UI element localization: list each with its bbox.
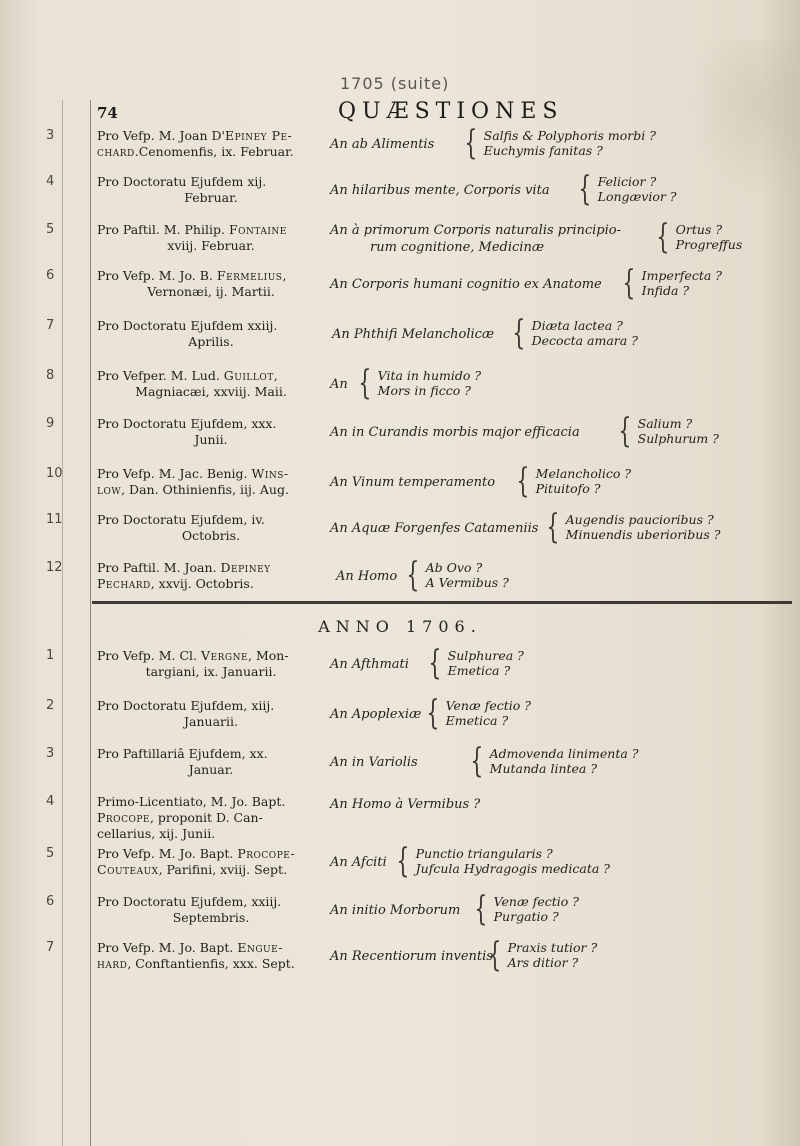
options-list (676, 222, 743, 252)
options-list (494, 894, 579, 924)
candidate-text-tail: , Mon- (248, 648, 289, 663)
candidate-line-2 (97, 334, 325, 350)
candidate-line-1 (97, 560, 271, 575)
candidate-text-tail: , (282, 268, 287, 283)
option-1: Ortus ? (675, 222, 723, 237)
candidate-date: Januarii. (184, 714, 238, 729)
candidate-date: , Conftantienfis, xxx. Sept. (127, 956, 295, 971)
candidate-date: Aprilis. (188, 334, 234, 349)
candidate-text: Pro Vefp. M. Cl. (97, 648, 201, 663)
answer-options (612, 411, 719, 451)
curly-brace-icon: { (488, 935, 502, 975)
option-1: Felicior ? (597, 174, 657, 189)
question-text (330, 136, 434, 153)
question-text (330, 948, 493, 965)
option-1: Diæta lactea ? (531, 318, 623, 333)
entry-number: 5 (46, 846, 55, 861)
option-2: Mors in ficco ? (377, 383, 471, 398)
question-text (330, 182, 550, 199)
curly-brace-icon: { (358, 363, 372, 403)
candidate-line-2 (97, 238, 325, 254)
question-text (330, 520, 538, 537)
candidate-line-2 (97, 910, 325, 926)
option-2: Ars ditior ? (507, 955, 579, 970)
candidate-line-1 (97, 416, 276, 431)
answer-options (650, 217, 743, 257)
paper-stain (690, 40, 800, 200)
answer-options (482, 935, 598, 975)
question-stem: An Recentiorum inventis (330, 949, 493, 964)
candidate-name: Engue- (237, 940, 283, 955)
answer-options (616, 263, 722, 303)
options-list (484, 128, 656, 158)
entry-candidate (97, 512, 325, 544)
question-text (330, 706, 421, 723)
curly-brace-icon: { (474, 889, 488, 929)
entry-number: 6 (46, 268, 55, 283)
candidate-name: Pechard (97, 576, 151, 591)
answer-options (464, 741, 639, 781)
option-1: Augendis paucioribus ? (565, 512, 714, 527)
candidate-name: Couteaux (97, 862, 159, 877)
candidate-line-2 (97, 762, 325, 778)
options-list (490, 746, 639, 776)
question-text (336, 568, 397, 585)
option-2: Emetica ? (447, 663, 511, 678)
candidate-text: Pro Vefp. M. Joan D' (97, 128, 225, 143)
option-1: Praxis tutior ? (507, 940, 598, 955)
option-2: Pituitofo ? (535, 481, 601, 496)
option-1: Sulphurea ? (447, 648, 524, 663)
entry-candidate (97, 846, 325, 878)
answer-options (540, 507, 721, 547)
options-list (532, 318, 638, 348)
candidate-line-2 (97, 190, 325, 206)
candidate-text: Pro Vefp. M. Jac. Benig. (97, 466, 252, 481)
candidate-date: .Cenomenfis, ix. Februar. (134, 144, 294, 159)
option-2: Longævior ? (597, 189, 677, 204)
candidate-line-3: cellarius, xij. Junii. (97, 826, 216, 841)
question-stem: An Phthifi Melancholicæ (332, 327, 495, 342)
candidate-date: , proponit D. Can- (149, 810, 263, 825)
candidate-line-1 (97, 794, 285, 809)
options-list (536, 466, 631, 496)
entry-candidate (97, 268, 325, 300)
entry-number: 9 (46, 416, 55, 431)
question-text (330, 754, 418, 771)
candidate-line-1 (97, 174, 266, 189)
option-1: Ab Ovo ? (425, 560, 483, 575)
candidate-line-1 (97, 940, 283, 955)
entry-number: 5 (46, 222, 55, 237)
year-heading: ANNO 1706. (318, 617, 482, 636)
candidate-date: , Parifini, xviij. Sept. (158, 862, 288, 877)
option-1: Vita in humido ? (377, 368, 482, 383)
candidate-date: Vernonæi, ij. Martii. (147, 284, 275, 299)
question-stem: An Aquæ Forgenfes Catameniis (330, 521, 539, 536)
answer-options (572, 169, 677, 209)
candidate-text-tail: , (273, 368, 278, 383)
entry-number: 3 (46, 128, 55, 143)
candidate-date: Octobris. (181, 528, 241, 543)
option-2: Jufcula Hydragogis medicata ? (415, 861, 610, 876)
option-1: Venæ fectio ? (445, 698, 531, 713)
options-list (598, 174, 677, 204)
page-title: QUÆSTIONES (338, 99, 564, 124)
candidate-text: Pro Doctoratu Ejufdem, xxx. (97, 416, 277, 431)
options-list (426, 560, 509, 590)
candidate-name: Fontaine (228, 222, 287, 237)
option-2: Emetica ? (445, 713, 509, 728)
entry-number: 12 (46, 560, 63, 575)
question-stem: An Homo à Vermibus ? (330, 797, 481, 812)
entry-candidate (97, 894, 325, 926)
question-stem: An initio Morborum (330, 903, 461, 918)
entry-candidate (97, 128, 325, 160)
options-list (638, 416, 719, 446)
entry-number: 11 (46, 512, 63, 527)
candidate-name: Wins- (251, 466, 289, 481)
option-2: Purgatio ? (493, 909, 559, 924)
question-text (330, 854, 387, 871)
candidate-text: Pro Vefper. M. Lud. (97, 368, 224, 383)
options-list (378, 368, 481, 398)
option-2: Mutanda lintea ? (489, 761, 598, 776)
entry-candidate (97, 648, 325, 680)
candidate-name: hard (97, 956, 128, 971)
candidate-line-1 (97, 846, 295, 861)
candidate-date: xviij. Februar. (167, 238, 255, 253)
curly-brace-icon: { (618, 411, 632, 451)
candidate-line-2 (97, 144, 294, 159)
candidate-line-2 (97, 284, 325, 300)
option-1: Salium ? (637, 416, 693, 431)
page-number: 74 (97, 104, 118, 122)
candidate-date: , Dan. Othinienfis, iij. Aug. (121, 482, 289, 497)
handwritten-annotation: 1705 (suite) (340, 74, 450, 93)
curly-brace-icon: { (470, 741, 484, 781)
options-list (642, 268, 722, 298)
candidate-date: Septembris. (172, 910, 250, 925)
question-text (330, 222, 621, 256)
candidate-name: Procope (97, 810, 150, 825)
candidate-line-2 (97, 714, 325, 730)
curly-brace-icon: { (516, 461, 530, 501)
options-list (446, 698, 531, 728)
entry-number: 3 (46, 746, 55, 761)
answer-options (420, 693, 531, 733)
candidate-text: Pro Doctoratu Ejufdem, xxiij. (97, 894, 282, 909)
candidate-name: low (97, 482, 122, 497)
entry-candidate (97, 466, 325, 498)
entry-number: 7 (46, 318, 55, 333)
question-stem: An in Variolis (330, 755, 418, 770)
curly-brace-icon: { (578, 169, 592, 209)
candidate-line-1 (97, 746, 268, 761)
candidate-text: Pro Doctoratu Ejufdem, iv. (97, 512, 265, 527)
entry-candidate (97, 794, 325, 842)
options-list (508, 940, 598, 970)
question-stem: An (330, 377, 348, 392)
candidate-date: targiani, ix. Januarii. (145, 664, 277, 679)
option-1: Melancholico ? (535, 466, 632, 481)
option-2: Euchymis fanitas ? (483, 143, 603, 158)
option-2: Minuendis uberioribus ? (565, 527, 721, 542)
entry-number: 1 (46, 648, 55, 663)
option-2: A Vermibus ? (425, 575, 509, 590)
curly-brace-icon: { (512, 313, 526, 353)
option-1: Venæ fectio ? (493, 894, 579, 909)
answer-options (352, 363, 482, 403)
candidate-date: Magniacæi, xxviij. Maii. (135, 384, 287, 399)
question-stem: An Apoplexiæ (330, 707, 422, 722)
candidate-text: Pro Doctoratu Ejufdem xij. (97, 174, 267, 189)
candidate-line-2 (97, 664, 325, 680)
answer-options (390, 841, 610, 881)
candidate-text: Pro Vefp. M. Jo. Bapt. (97, 940, 238, 955)
entry-number: 4 (46, 794, 55, 809)
candidate-text: Pro Vefp. M. Jo. Bapt. (97, 846, 238, 861)
candidate-name: Depiney (220, 560, 271, 575)
candidate-name: chard (97, 144, 135, 159)
question-text (330, 376, 348, 393)
question-text (330, 276, 602, 293)
candidate-name: Vergne (201, 648, 249, 663)
answer-options (458, 123, 656, 163)
candidate-line-2 (97, 384, 325, 400)
option-2: Decocta amara ? (531, 333, 638, 348)
curly-brace-icon: { (546, 507, 560, 547)
candidate-line-2 (97, 810, 263, 825)
entry-candidate (97, 698, 325, 730)
candidate-name: Epiney Pe- (224, 128, 293, 143)
question-stem: An hilaribus mente, Corporis vita (330, 183, 550, 198)
candidate-text: Primo-Licentiato, M. Jo. Bapt. (97, 794, 286, 809)
candidate-line-1 (97, 268, 286, 283)
candidate-line-2 (97, 432, 325, 448)
question-stem: An ab Alimentis (330, 137, 435, 152)
candidate-line-2 (97, 482, 289, 497)
candidate-line-1 (97, 318, 277, 333)
candidate-date: Februar. (184, 190, 238, 205)
question-stem-2: rum cognitione, Medicinæ (370, 240, 545, 255)
question-stem: An in Curandis morbis major efficacia (330, 425, 580, 440)
entry-candidate (97, 174, 325, 206)
question-text (330, 424, 580, 441)
candidate-line-1 (97, 698, 274, 713)
candidate-date: Januar. (188, 762, 234, 777)
curly-brace-icon: { (464, 123, 478, 163)
candidate-line-1 (97, 894, 281, 909)
candidate-line-2 (97, 576, 254, 591)
option-1: Punctio triangularis ? (415, 846, 553, 861)
option-2: Sulphurum ? (637, 431, 719, 446)
entry-number: 6 (46, 894, 55, 909)
curly-brace-icon: { (426, 693, 440, 733)
curly-brace-icon: { (656, 217, 670, 257)
curly-brace-icon: { (428, 643, 442, 683)
candidate-line-2 (97, 862, 287, 877)
candidate-line-1 (97, 368, 278, 383)
curly-brace-icon: { (406, 555, 420, 595)
candidate-line-1 (97, 222, 287, 237)
entry-candidate (97, 560, 325, 592)
option-1: Imperfecta ? (641, 268, 722, 283)
option-1: Admovenda linimenta ? (489, 746, 639, 761)
entry-number: 8 (46, 368, 55, 383)
entry-number: 2 (46, 698, 55, 713)
question-stem: An Afthmati (330, 657, 409, 672)
candidate-text: Pro Vefp. M. Jo. B. (97, 268, 217, 283)
question-stem: An Afciti (330, 855, 387, 870)
candidate-date: , xxvij. Octobris. (150, 576, 254, 591)
candidate-line-1 (97, 466, 289, 481)
options-list (566, 512, 721, 542)
answer-options (510, 461, 632, 501)
question-stem: An Corporis humani cognitio ex Anatome (330, 277, 602, 292)
question-text (330, 656, 409, 673)
answer-options (422, 643, 524, 683)
question-text (330, 796, 480, 813)
question-stem: An Homo (336, 569, 398, 584)
candidate-name: Guillot (223, 368, 274, 383)
entry-candidate (97, 416, 325, 448)
section-divider (92, 601, 792, 604)
candidate-text: Pro Paftillariâ Ejufdem, xx. (97, 746, 268, 761)
entry-number: 10 (46, 466, 63, 481)
candidate-line-1 (97, 648, 289, 663)
option-2: Progreffus (675, 237, 743, 252)
candidate-name: Procope- (237, 846, 296, 861)
answer-options (400, 555, 509, 595)
entry-number: 4 (46, 174, 55, 189)
question-text (330, 474, 495, 491)
entry-candidate (97, 368, 325, 400)
candidate-line-1 (97, 128, 292, 143)
answer-options (468, 889, 579, 929)
entry-candidate (97, 222, 325, 254)
candidate-text: Pro Doctoratu Ejufdem, xiij. (97, 698, 275, 713)
curly-brace-icon: { (396, 841, 410, 881)
options-list (448, 648, 524, 678)
candidate-name: Fermelius (216, 268, 283, 283)
candidate-line-2 (97, 528, 325, 544)
question-text (330, 902, 460, 919)
candidate-line-2 (97, 956, 295, 971)
candidate-text: Pro Doctoratu Ejufdem xxiij. (97, 318, 278, 333)
question-text (332, 326, 494, 343)
entry-candidate (97, 318, 325, 350)
candidate-date: Junii. (194, 432, 228, 447)
entry-number: 7 (46, 940, 55, 955)
option-2: Infida ? (641, 283, 690, 298)
answer-options (506, 313, 638, 353)
options-list (416, 846, 610, 876)
entry-candidate (97, 940, 325, 972)
candidate-text: Pro Paftil. M. Philip. (97, 222, 229, 237)
candidate-text: Pro Paftil. M. Joan. (97, 560, 221, 575)
question-stem: An Vinum temperamento (330, 475, 496, 490)
question-stem: An à primorum Corporis naturalis principio- (330, 223, 621, 238)
candidate-line-1 (97, 512, 265, 527)
entry-candidate (97, 746, 325, 778)
option-1: Salfis & Polyphoris morbi ? (483, 128, 656, 143)
curly-brace-icon: { (622, 263, 636, 303)
